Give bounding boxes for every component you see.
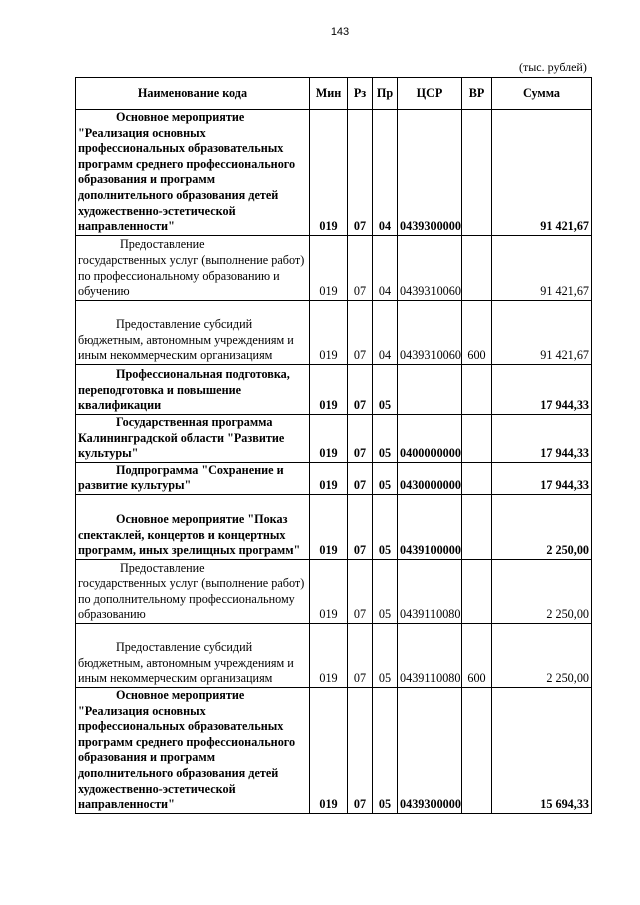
table-row [76,300,592,364]
row-name: Предоставление государственных услуг (выполнение работ) по дополнительному профессиональному образованию [76,559,310,623]
table-row [76,414,592,462]
row-sum: 17 944,33 [492,462,592,494]
page-number: 143 [330,26,350,38]
row-vr [462,235,492,300]
header-sum: Сумма [492,78,592,110]
row-min: 019 [310,300,348,364]
row-pr: 04 [373,235,398,300]
row-vr [462,364,492,414]
row-vr [462,687,492,813]
row-csr: 0439310060 [398,235,462,300]
row-vr [462,494,492,559]
row-name: Профессиональная подготовка, переподготовка и повышение квалификации [76,364,310,414]
row-csr: 0439300000 [398,110,462,236]
row-pr: 05 [373,687,398,813]
row-csr: 0439100000 [398,494,462,559]
row-rz: 07 [348,623,373,687]
row-csr: 0439300000 [398,687,462,813]
row-sum: 91 421,67 [492,300,592,364]
row-name: Предоставление субсидий бюджетным, автономным учреждениям и иным некоммерческим организациям [76,300,310,364]
table-row [76,559,592,623]
row-rz: 07 [348,414,373,462]
row-pr: 05 [373,494,398,559]
row-sum: 17 944,33 [492,414,592,462]
row-sum: 15 694,33 [492,687,592,813]
row-sum: 2 250,00 [492,623,592,687]
row-pr: 04 [373,110,398,236]
row-rz: 07 [348,462,373,494]
row-pr: 05 [373,559,398,623]
row-rz: 07 [348,559,373,623]
row-sum: 91 421,67 [492,110,592,236]
row-name: Предоставление государственных услуг (выполнение работ) по профессиональному образованию и обучению [76,235,310,300]
table-row [76,623,592,687]
row-rz: 07 [348,235,373,300]
row-min: 019 [310,414,348,462]
row-min: 019 [310,110,348,236]
row-rz: 07 [348,364,373,414]
budget-table [75,77,592,814]
row-sum: 17 944,33 [492,364,592,414]
table-row [76,462,592,494]
table-row [76,494,592,559]
table-row [76,687,592,813]
row-min: 019 [310,687,348,813]
table-row [76,110,592,236]
row-pr: 04 [373,300,398,364]
row-csr: 0439110080 [398,559,462,623]
header-vr: ВР [462,78,492,110]
row-name: Подпрограмма "Сохранение и развитие культуры" [76,462,310,494]
row-min: 019 [310,494,348,559]
row-min: 019 [310,235,348,300]
header-csr: ЦСР [398,78,462,110]
table-row [76,364,592,414]
row-name: Основное мероприятие "Реализация основных профессиональных образовательных программ среднего профессионального образования и программ дополнительного образования детей художественно-эстетической направленности" [76,687,310,813]
row-pr: 05 [373,364,398,414]
row-csr: 0400000000 [398,414,462,462]
row-vr [462,110,492,236]
row-vr [462,462,492,494]
row-rz: 07 [348,110,373,236]
row-csr: 0439110080 [398,623,462,687]
header-pr: Пр [373,78,398,110]
row-vr: 600 [462,623,492,687]
row-pr: 05 [373,623,398,687]
row-pr: 05 [373,462,398,494]
row-csr: 0439310060 [398,300,462,364]
row-rz: 07 [348,687,373,813]
row-min: 019 [310,462,348,494]
row-vr [462,559,492,623]
row-rz: 07 [348,494,373,559]
row-name: Государственная программа Калининградской области "Развитие культуры" [76,414,310,462]
units-label: (тыс. рублей) [519,60,587,74]
header-min: Мин [310,78,348,110]
row-min: 019 [310,559,348,623]
row-csr: 0430000000 [398,462,462,494]
row-name: Основное мероприятие "Показ спектаклей, концертов и концертных программ, иных зрелищных программ" [76,494,310,559]
row-pr: 05 [373,414,398,462]
row-sum: 2 250,00 [492,559,592,623]
row-rz: 07 [348,300,373,364]
row-sum: 2 250,00 [492,494,592,559]
row-name: Основное мероприятие "Реализация основных профессиональных образовательных программ среднего профессионального образования и программ дополнительного образования детей художественно-эстетической направленности" [76,110,310,236]
table-header-row [76,78,592,110]
row-min: 019 [310,623,348,687]
row-name: Предоставление субсидий бюджетным, автономным учреждениям и иным некоммерческим организациям [76,623,310,687]
row-sum: 91 421,67 [492,235,592,300]
header-name: Наименование кода [76,78,310,110]
row-vr: 600 [462,300,492,364]
row-vr [462,414,492,462]
header-rz: Рз [348,78,373,110]
table-row [76,235,592,300]
row-min: 019 [310,364,348,414]
row-csr [398,364,462,414]
